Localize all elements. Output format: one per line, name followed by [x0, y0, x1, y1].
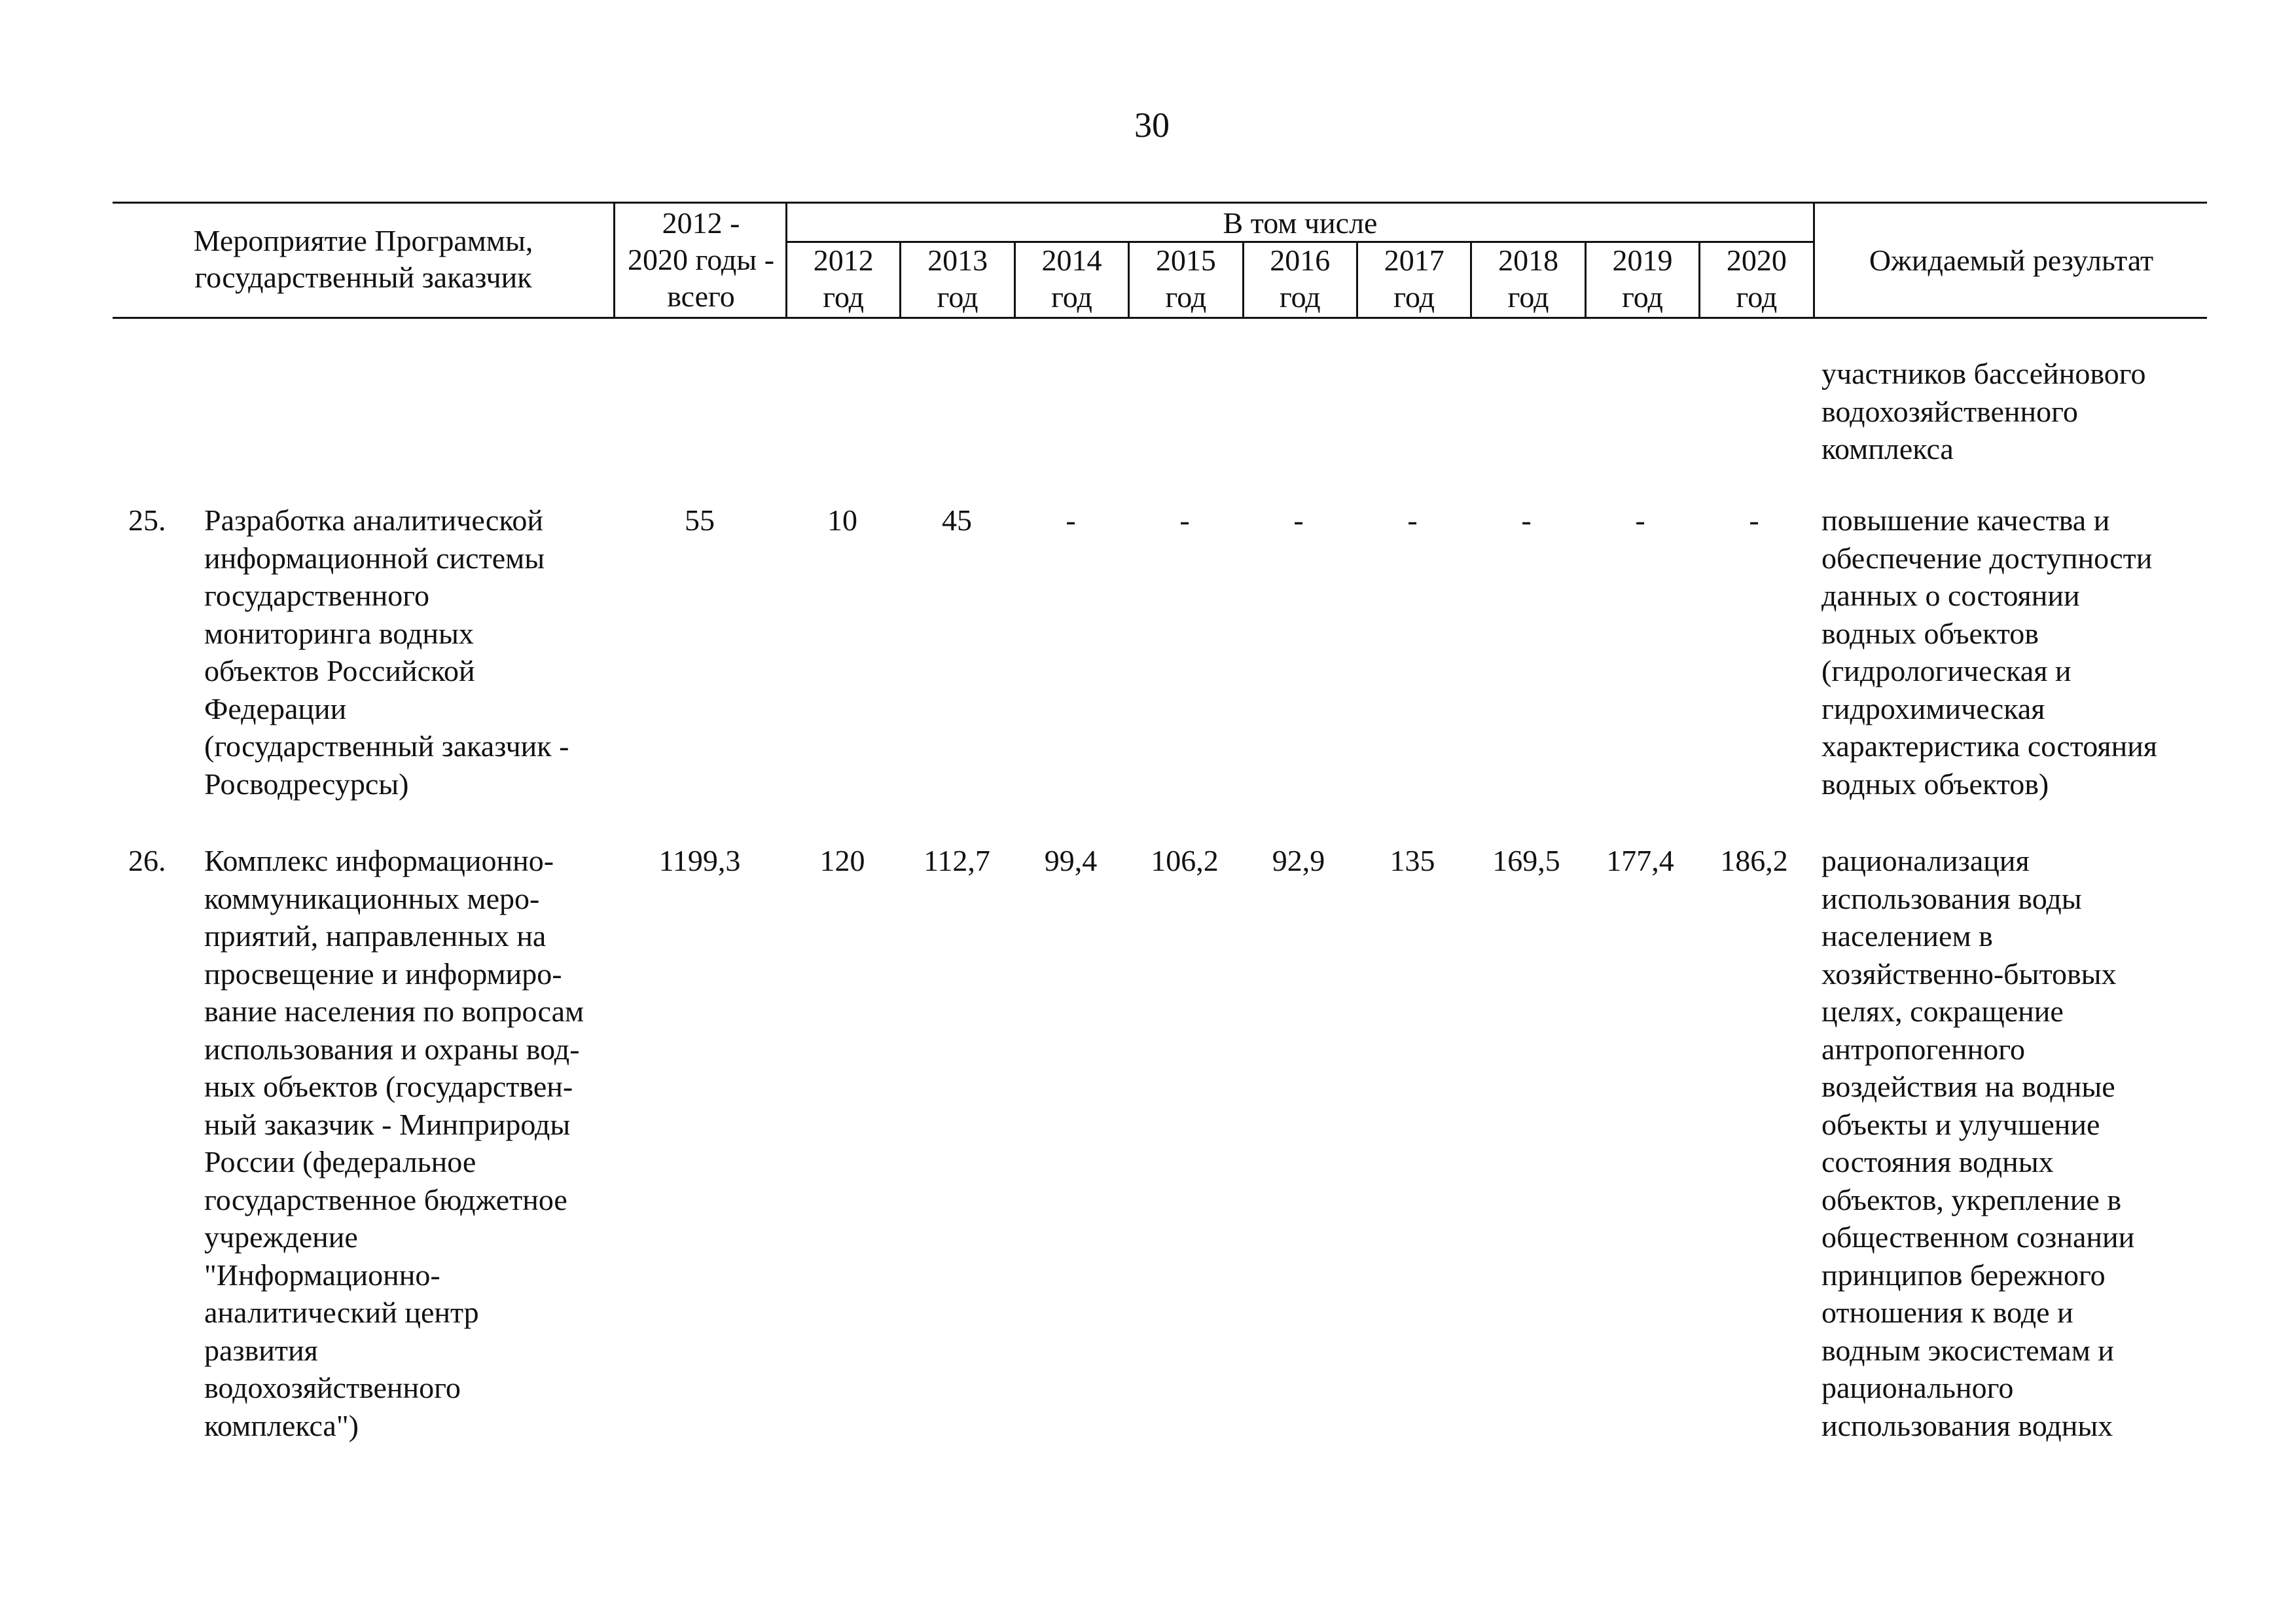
row-value-2018: -	[1521, 503, 1532, 537]
row-activity: Комплекс информационно- коммуникационных меро- приятий, направленных на просвещение и информиро- вание населения по вопросам использования и охраны вод- ных объектов (государствен- ный заказчик - Минприроды России (федеральное государственное бюджетное учреждение "Информационно- аналитический центр развития водохозяйственного комплекса")	[204, 844, 584, 1442]
row-value-2014: -	[1066, 503, 1076, 537]
row-total: 55	[685, 503, 715, 537]
header-activity: Мероприятие Программы, государственный заказчик	[193, 224, 533, 294]
header-year-3: 2015 год	[1155, 244, 1216, 314]
header-year-5: 2017 год	[1384, 244, 1444, 314]
header-year-0: 2012 год	[813, 244, 874, 314]
table-top-rule	[113, 202, 2207, 204]
row-value-2017: 135	[1390, 844, 1435, 877]
row-value-2016: -	[1293, 503, 1304, 537]
header-year-7: 2019 год	[1612, 244, 1673, 314]
header-result: Ожидаемый результат	[1869, 244, 2154, 277]
row-value-2020: -	[1749, 503, 1759, 537]
row-total: 1199,3	[658, 844, 741, 877]
row-value-2013: 45	[942, 503, 972, 537]
page-number: 30	[1134, 105, 1170, 145]
header-year-6: 2018 год	[1498, 244, 1559, 314]
header-year-1: 2013 год	[927, 244, 988, 314]
header-year-8: 2020 год	[1726, 244, 1787, 314]
row-value-2014: 99,4	[1044, 844, 1098, 877]
row-value-2013: 112,7	[924, 844, 990, 877]
row-value-2019: 177,4	[1606, 844, 1674, 877]
row-value-2017: -	[1407, 503, 1418, 537]
row-result: рационализация использования воды населением в хозяйственно-бытовых целях, сокращение антропогенного воздействия на водные объекты и улучшение состояния водных объектов, укрепление в общественном сознании принципов бережного отношения к воде и водным экосистемам и рационального использования водных	[1821, 844, 2135, 1442]
row-value-2012: 120	[819, 844, 865, 877]
header-total: 2012 - 2020 годы - всего	[627, 206, 775, 313]
row-number: 26.	[128, 844, 166, 877]
row-value-2015: -	[1179, 503, 1190, 537]
row-number: 25.	[128, 503, 166, 537]
row-activity: Разработка аналитической информационной системы государственного мониторинга водных объектов Российской Федерации (государственный заказчик - Росводресурсы)	[204, 503, 569, 801]
row-value-2018: 169,5	[1492, 844, 1560, 877]
header-year-2: 2014 год	[1041, 244, 1102, 314]
row-result: повышение качества и обеспечение доступности данных о состоянии водных объектов (гидрологическая и гидрохимическая характеристика состояния водных объектов)	[1821, 503, 2157, 801]
row-value-2016: 92,9	[1272, 844, 1325, 877]
row-value-2020: 186,2	[1720, 844, 1788, 877]
header-including: В том числе	[1223, 206, 1378, 240]
row-value-2019: -	[1635, 503, 1645, 537]
continuation-result: участников бассейнового водохозяйственного комплекса	[1821, 357, 2146, 465]
row-value-2012: 10	[827, 503, 857, 537]
row-value-2015: 106,2	[1151, 844, 1219, 877]
header-bottom-rule	[113, 317, 2207, 319]
header-year-4: 2016 год	[1270, 244, 1331, 314]
